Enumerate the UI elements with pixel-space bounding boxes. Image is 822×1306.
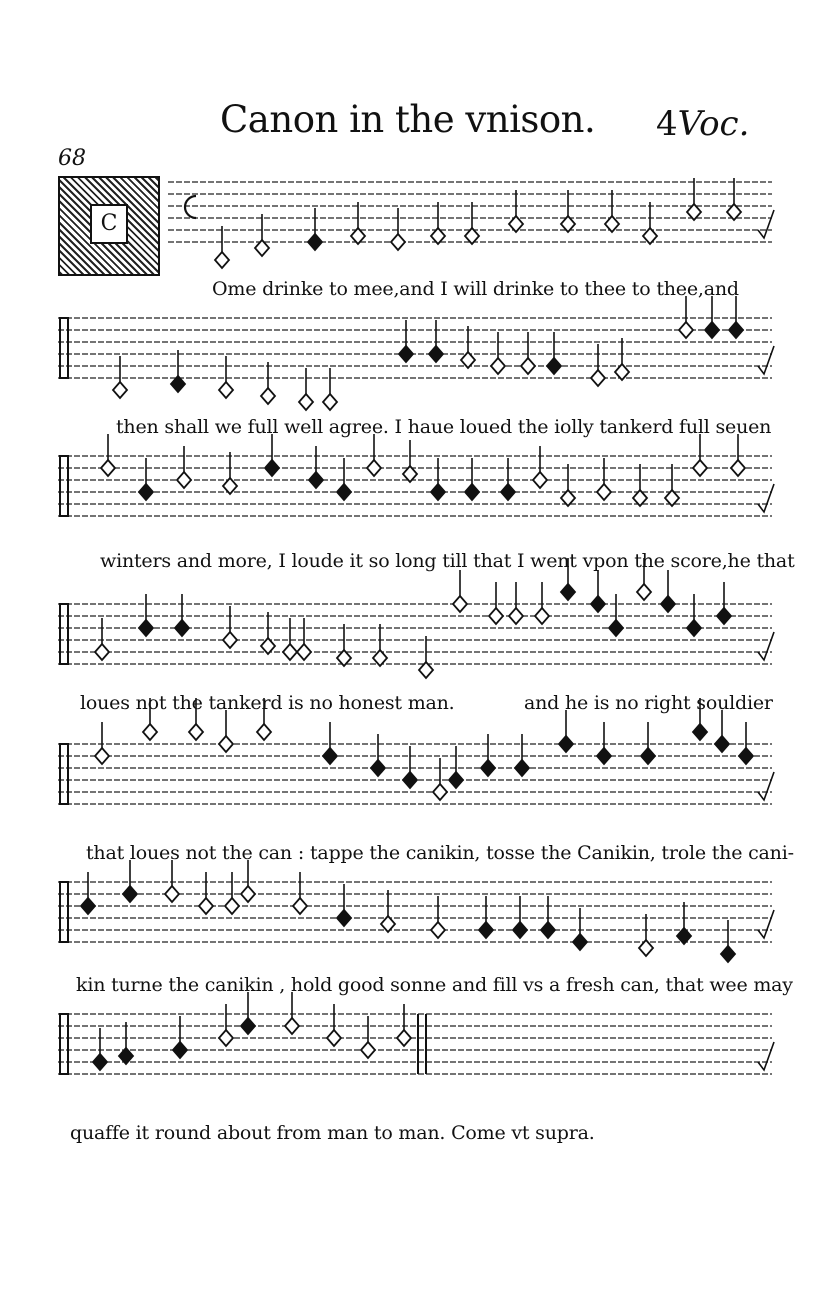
note-head [559,736,573,752]
note-head [449,772,463,788]
note-head [491,358,505,374]
note-head [433,784,447,800]
note-head [241,886,255,902]
note-head [597,484,611,500]
note-head [561,584,575,600]
custos-mark [758,910,774,938]
lyric-line-6: that loues not the can : [86,842,305,864]
note-head [721,946,735,962]
custos-mark [758,1042,774,1070]
voices-number: 4 [656,104,678,144]
note-head [139,620,153,636]
note-head [81,898,95,914]
lyric-line-7: tappe the canikin, tosse the Canikin, trole the cani- [310,842,794,864]
note-head [323,748,337,764]
lyric-line-8: kin turne the canikin , hold good sonne and fill vs a fresh can, that wee may [76,974,793,996]
note-head [489,608,503,624]
note-head [113,382,127,398]
note-head [175,620,189,636]
note-head [399,346,413,362]
voices-label: Voc. [677,104,750,144]
note-head [739,748,753,764]
note-head [337,910,351,926]
note-head [261,388,275,404]
note-head [717,608,731,624]
note-head [687,620,701,636]
lyric-line-5: and he is no right souldier [524,692,773,714]
note-head [241,1018,255,1034]
note-head [431,922,445,938]
lyric-line-2: then shall we full well agree. I haue loued the iolly tankerd full seuen [116,416,772,438]
clef-mark [60,744,68,804]
note-head [367,460,381,476]
note-head [679,322,693,338]
custos-mark [758,772,774,800]
note-head [219,736,233,752]
note-head [143,724,157,740]
note-head [533,472,547,488]
note-head [541,922,555,938]
note-head [609,620,623,636]
note-head [223,632,237,648]
note-head [705,322,719,338]
note-head [403,772,417,788]
note-head [431,484,445,500]
note-head [573,934,587,950]
note-head [265,460,279,476]
note-head [285,1018,299,1034]
note-head [515,760,529,776]
note-head [521,358,535,374]
note-head [199,898,213,914]
note-head [361,1042,375,1058]
lyric-line-1: Ome drinke to mee,and I will drinke to thee to thee,and [212,278,739,300]
note-head [509,608,523,624]
note-head [715,736,729,752]
note-head [637,584,651,600]
note-head [591,596,605,612]
note-head [101,460,115,476]
note-head [173,1042,187,1058]
note-head [215,252,229,268]
note-head [429,346,443,362]
note-head [95,644,109,660]
page-title: Canon in the vnison. [220,98,596,141]
lyric-line-4: loues not the tankerd is no honest man. [80,692,455,714]
note-head [283,644,297,660]
note-head [299,394,313,410]
note-head [93,1054,107,1070]
custos-mark [758,346,774,374]
initial-letter: C [90,204,128,244]
note-head [513,922,527,938]
note-head [693,724,707,740]
note-head [591,370,605,386]
note-head [177,472,191,488]
note-head [293,898,307,914]
custos-mark [758,484,774,512]
note-head [397,1030,411,1046]
lyric-line-9: quaffe it round about from man to man. Come vt supra. [70,1122,595,1144]
note-head [597,748,611,764]
note-head [731,460,745,476]
clef-mark [60,882,68,942]
page-number: 68 [58,146,86,171]
clef-mark [60,318,68,378]
custos-mark [758,632,774,660]
note-head [327,1030,341,1046]
note-head [309,472,323,488]
note-head [391,234,405,250]
note-head [479,922,493,938]
note-head [308,234,322,250]
note-head [501,484,515,500]
note-head [453,596,467,612]
note-head [189,724,203,740]
note-head [693,460,707,476]
note-head [139,484,153,500]
note-head [481,760,495,776]
note-head [225,898,239,914]
note-head [165,886,179,902]
clef-mark [60,1014,68,1074]
note-head [95,748,109,764]
note-head [729,322,743,338]
note-head [641,748,655,764]
clef-mark [60,604,68,664]
note-head [535,608,549,624]
note-head [547,358,561,374]
note-head [257,724,271,740]
note-head [219,1030,233,1046]
note-head [465,484,479,500]
mensuration-sign [185,196,196,218]
note-head [661,596,675,612]
note-head [337,484,351,500]
note-head [323,394,337,410]
note-head [219,382,233,398]
custos-mark [758,210,774,238]
note-head [123,886,137,902]
lyric-line-3: winters and more, I loude it so long till that I went vpon the score,he that [100,550,795,572]
clef-mark [60,456,68,516]
note-head [371,760,385,776]
note-head [297,644,311,660]
